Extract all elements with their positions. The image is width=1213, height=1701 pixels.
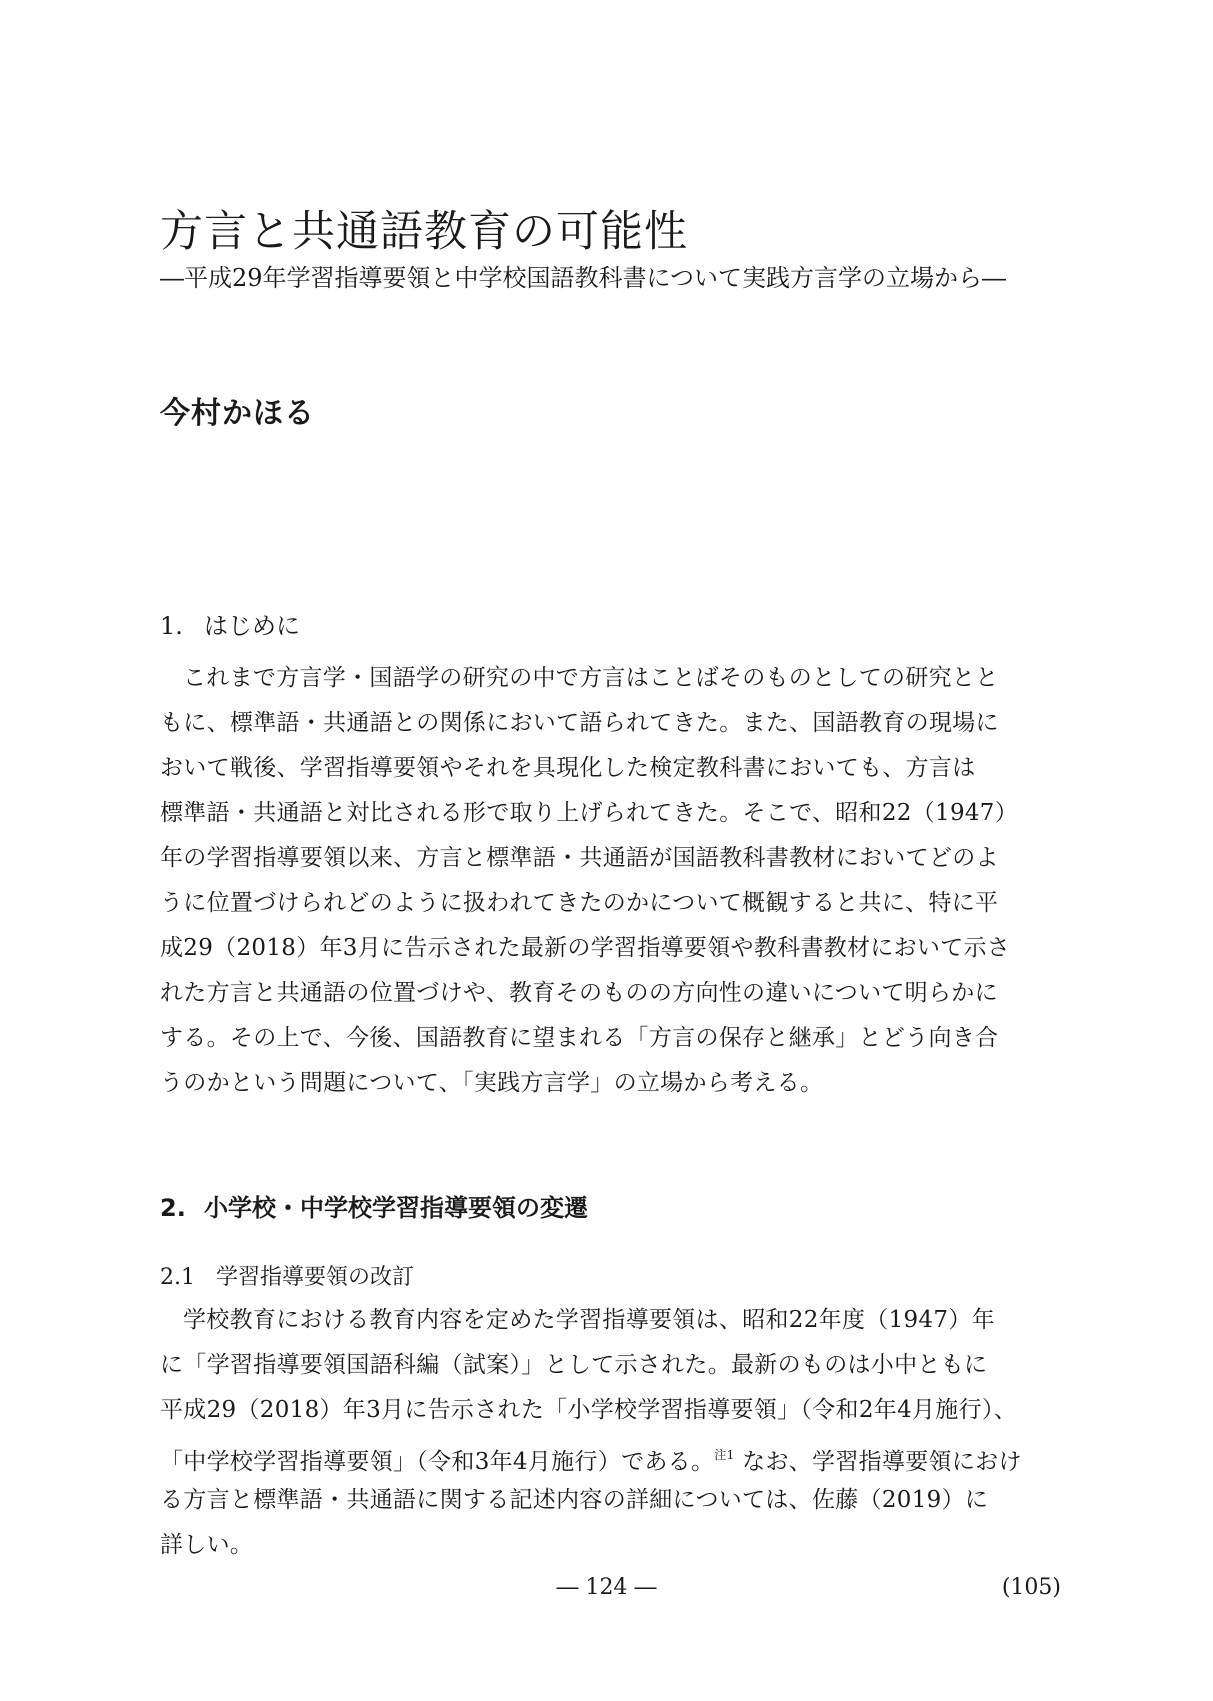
section-number: 2. [160, 1194, 186, 1222]
text-line: 詳しい。 [160, 1532, 254, 1558]
journal-page-number: (105) [1001, 1575, 1061, 1600]
section-heading-2 [160, 1188, 588, 1223]
subsection-title: 学習指導要領の改訂 [216, 1265, 415, 1290]
text-line: に「学習指導要領国語科編（試案）」として示された。最新のものは小中ともに [160, 1352, 988, 1378]
subsection-heading-2-1 [160, 1260, 414, 1291]
text-segment: 「中学校学習指導要領」（令和3年4月施行）である。 [160, 1449, 715, 1475]
text-line: うのかという問題について、「実践方言学」の立場から考える。 [160, 1070, 824, 1096]
text-line: る方言と標準語・共通語に関する記述内容の詳細については、佐藤（2019）に [160, 1487, 989, 1513]
page-number: ― 124 ― [556, 1575, 657, 1600]
text-line: 標準語・共通語と対比される形で取り上げられてきた。そこで、昭和22（1947） [160, 800, 1019, 826]
section-2-1-paragraph [160, 1298, 1060, 1568]
text-line: 年の学習指導要領以来、方言と標準語・共通語が国語教科書教材においてどのよ [160, 845, 999, 871]
section-heading-1 [160, 606, 300, 641]
section-1-paragraph [160, 656, 1060, 1106]
paper-title: 方言と共通語教育の可能性 [160, 207, 688, 257]
text-line: おいて戦後、学習指導要領やそれを具現化した検定教科書においても、方言は [160, 755, 976, 781]
text-segment: なお、学習指導要領におけ [742, 1449, 1022, 1475]
text-line: もに、標準語・共通語との関係において語られてきた。また、国語教育の現場に [160, 710, 999, 736]
text-line: 学校教育における教育内容を定めた学習指導要領は、昭和22年度（1947）年 [183, 1307, 995, 1333]
section-title: はじめに [204, 612, 300, 640]
text-line: 平成29（2018）年3月に告示された「小学校学習指導要領」（令和2年4月施行）、 [160, 1397, 1017, 1423]
text-line: れた方言と共通語の位置づけや、教育そのものの方向性の違いについて明らかに [160, 980, 998, 1006]
text-line: これまで方言学・国語学の研究の中で方言はことばそのものとしての研究とと [183, 665, 999, 691]
section-number: 1. [160, 612, 183, 640]
text-line: する。その上で、今後、国語教育に望まれる「方言の保存と継承」とどう向き合 [160, 1025, 999, 1051]
author-name: 今村かほる [160, 396, 315, 431]
paper-subtitle: ―平成29年学習指導要領と中学校国語教科書について実践方言学の立場から― [160, 264, 1007, 292]
footnote-marker[interactable]: 注1 [714, 1448, 735, 1462]
section-title: 小学校・中学校学習指導要領の変遷 [204, 1194, 588, 1222]
text-line: 成29（2018）年3月に告示された最新の学習指導要領や教科書教材において示さ [160, 935, 1011, 961]
subsection-number: 2.1 [160, 1265, 195, 1290]
text-line: うに位置づけられどのように扱われてきたのかについて概観すると共に、特に平 [160, 890, 999, 916]
text-line [160, 1433, 1060, 1478]
